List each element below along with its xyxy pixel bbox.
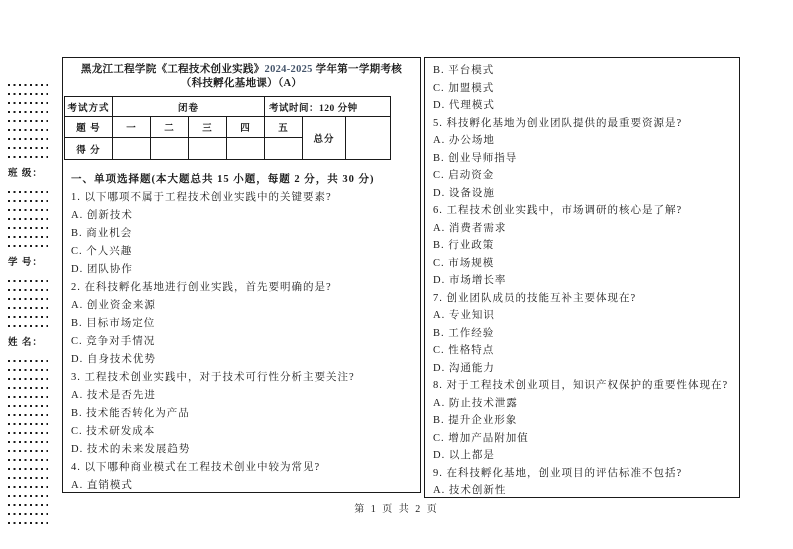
dotted-line	[8, 450, 48, 452]
option-line: B. 工作经验	[433, 327, 495, 339]
seal-dotted-block-3	[8, 280, 48, 327]
right-question-column	[425, 62, 739, 500]
dotted-line	[8, 522, 48, 524]
dotted-line	[8, 298, 48, 300]
dotted-line	[8, 218, 48, 220]
option-line: D. 自身技术优势	[71, 354, 156, 365]
option-line: C. 性格特点	[433, 345, 495, 356]
option-line: A. 创业资金来源	[71, 300, 156, 311]
question-stem: 4. 以下哪种商业模式在工程技术创业中较为常见?	[71, 462, 321, 473]
dotted-line	[8, 84, 48, 86]
seal-margin	[8, 84, 48, 531]
dotted-line	[8, 227, 48, 229]
dotted-line	[8, 316, 48, 318]
dotted-line	[8, 495, 48, 497]
right-page-panel	[424, 57, 740, 498]
option-line: A. 技术是否先进	[71, 390, 156, 401]
name-label: 姓 名：	[8, 338, 43, 348]
dotted-line	[8, 120, 48, 122]
dotted-line	[8, 414, 48, 416]
dotted-line	[8, 209, 48, 211]
left-page-panel	[62, 57, 421, 493]
option-line: D. 以上都是	[433, 450, 495, 461]
exam-title-year: 2024-2025	[264, 64, 313, 75]
dotted-line	[8, 468, 48, 470]
question-row-label: 题 号	[65, 117, 113, 138]
dotted-line	[8, 441, 48, 443]
option-line: C. 竞争对手情况	[71, 336, 156, 347]
dotted-line	[8, 289, 48, 291]
option-line: C. 加盟模式	[433, 82, 495, 94]
score-cell	[113, 138, 151, 160]
dotted-line	[8, 138, 48, 140]
question-stem: 9. 在科技孵化基地，创业项目的评估标准不包括?	[433, 467, 683, 479]
exam-time: 考试时间：120 分钟	[265, 97, 391, 117]
exam-method-value: 闭卷	[113, 97, 265, 117]
student-id-label: 学 号：	[8, 258, 43, 268]
seal-dotted-block-1	[8, 84, 48, 158]
dotted-line	[8, 280, 48, 282]
dotted-line	[8, 360, 48, 362]
dotted-line	[8, 396, 48, 398]
dotted-line	[8, 459, 48, 461]
option-line: C. 启动资金	[433, 170, 495, 181]
option-line: A. 技术创新性	[433, 485, 507, 496]
total-score-cell	[346, 117, 391, 160]
dotted-line	[8, 147, 48, 149]
seal-dotted-block-2	[8, 191, 48, 247]
score-row-label: 得 分	[65, 138, 113, 160]
col-header-3: 三	[189, 117, 227, 138]
option-line: A. 消费者需求	[433, 222, 507, 234]
option-line: D. 沟通能力	[433, 362, 495, 374]
dotted-line	[8, 307, 48, 309]
exam-title-suffix: 学年第一学期考核	[312, 64, 403, 75]
exam-method-label: 考试方式	[65, 97, 113, 117]
option-line: A. 办公场地	[433, 135, 495, 146]
score-cell	[151, 138, 189, 160]
exam-title-prefix: 黑龙江工程学院《工程技术创业实践》	[80, 64, 265, 75]
option-line: D. 市场增长率	[433, 275, 507, 286]
option-line: D. 技术的未来发展趋势	[71, 444, 191, 455]
dotted-line	[8, 486, 48, 488]
question-stem: 5. 科技孵化基地为创业团队提供的最重要资源是?	[433, 117, 683, 129]
exam-subtitle: （科技孵化基地课）（A）	[180, 78, 303, 89]
exam-title	[63, 63, 420, 77]
question-stem: 8. 对于工程技术创业项目，知识产权保护的重要性体现在?	[433, 380, 729, 391]
dotted-line	[8, 432, 48, 434]
dotted-line	[8, 236, 48, 238]
dotted-line	[8, 423, 48, 425]
dotted-line	[8, 111, 48, 113]
dotted-line	[8, 325, 48, 327]
option-line: B. 创业导师指导	[433, 152, 518, 164]
option-line: D. 团队协作	[71, 264, 133, 275]
dotted-line	[8, 129, 48, 131]
option-line: B. 提升企业形象	[433, 415, 518, 426]
dotted-line	[8, 102, 48, 104]
dotted-line	[8, 405, 48, 407]
option-line: A. 创新技术	[71, 210, 133, 221]
option-line: C. 技术研发成本	[71, 426, 156, 437]
dotted-line	[8, 378, 48, 380]
option-line: A. 防止技术泄露	[433, 397, 518, 409]
col-header-1: 一	[113, 117, 151, 138]
option-line: A. 专业知识	[433, 310, 495, 321]
dotted-line	[8, 477, 48, 479]
col-header-2: 二	[151, 117, 189, 138]
question-stem: 2. 在科技孵化基地进行创业实践，首先要明确的是?	[71, 282, 332, 293]
info-table	[64, 96, 391, 160]
col-header-4: 四	[227, 117, 265, 138]
dotted-line	[8, 200, 48, 202]
option-line: B. 目标市场定位	[71, 318, 156, 329]
option-line: B. 平台模式	[433, 65, 495, 76]
option-line: A. 直销模式	[71, 480, 133, 491]
total-score-label: 总分	[303, 117, 346, 160]
option-line: C. 市场规模	[433, 257, 495, 269]
dotted-line	[8, 156, 48, 158]
option-line: C. 增加产品附加值	[433, 432, 529, 444]
dotted-line	[8, 387, 48, 389]
question-stem: 6. 工程技术创业实践中，市场调研的核心是了解?	[433, 205, 683, 216]
score-cell	[189, 138, 227, 160]
left-question-column	[63, 171, 420, 495]
dotted-line	[8, 93, 48, 95]
col-header-5: 五	[265, 117, 303, 138]
option-line: D. 代理模式	[433, 100, 495, 111]
section-header: 一、单项选择题(本大题总共 15 小题，每题 2 分，共 30 分)	[71, 174, 375, 185]
option-line: B. 技术能否转化为产品	[71, 408, 190, 419]
page-footer: 第 1 页 共 2 页	[354, 504, 439, 515]
score-cell	[227, 138, 265, 160]
question-stem: 7. 创业团队成员的技能互补主要体现在?	[433, 292, 637, 304]
option-line: B. 行业政策	[433, 240, 495, 251]
question-stem: 1. 以下哪项不属于工程技术创业实践中的关键要素?	[71, 192, 332, 203]
dotted-line	[8, 191, 48, 193]
question-stem: 3. 工程技术创业实践中，对于技术可行性分析主要关注?	[71, 372, 355, 383]
dotted-line	[8, 245, 48, 247]
dotted-line	[8, 369, 48, 371]
option-line: D. 设备设施	[433, 187, 495, 199]
class-label: 班 级：	[8, 169, 43, 179]
option-line: C. 个人兴趣	[71, 246, 133, 257]
option-line: B. 商业机会	[71, 228, 133, 239]
score-cell	[265, 138, 303, 160]
